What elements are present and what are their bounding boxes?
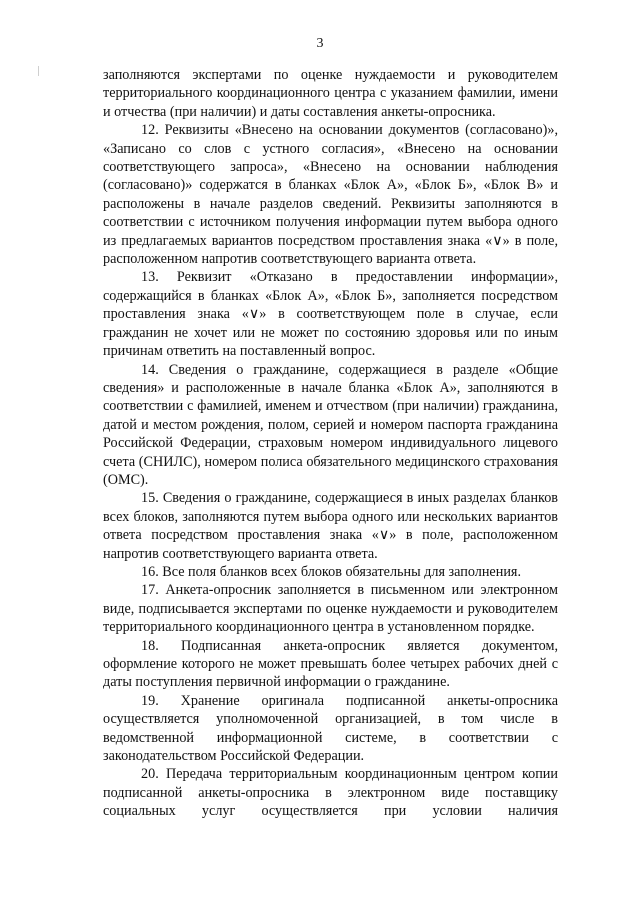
paragraph-20: 20. Передача территориальным координационным центром копии подписанной анкеты-опросника в электронном виде поставщику социальных услуг осуществляется при условии наличия [103, 766, 558, 820]
paragraph-18: 18. Подписанная анкета-опросник является документом, оформление которого не может превышать более четырех рабочих дней с даты поступления первичной информации о гражданине. [103, 637, 558, 691]
paragraph-continuation: заполняются экспертами по оценке нуждаемости и руководителем территориального координационного центра с указанием фамилии, имени и отчества (при наличии) и даты составления анкеты-опросника. [103, 67, 558, 120]
paragraph-19: 19. Хранение оригинала подписанной анкеты-опросника осуществляется уполномоченной организацией, в том числе в ведомственной информационной системе, в соответствии с законодательством Российской Федерации. [103, 692, 558, 765]
paragraph-16: 16. Все поля бланков всех блоков обязательны для заполнения. [141, 563, 521, 580]
paragraph-13: 13. Реквизит «Отказано в предоставлении информации», содержащийся в бланках «Блок А», «Блок Б», заполняется посредством проставления знака «∨» в соответствующем поле в случае, если гражданин не хочет или не может по состоянию здоровья или по иным причинам ответить на поставленный вопрос. [103, 269, 558, 360]
paragraph-17: 17. Анкета-опросник заполняется в письменном или электронном виде, подписывается экспертами по оценке нуждаемости и руководителем территориального координационного центра в установленном порядке. [103, 582, 558, 636]
document-body [103, 66, 558, 821]
page-number: 3 [316, 36, 324, 51]
paragraph-14: 14. Сведения о гражданине, содержащиеся в разделе «Общие сведения» и расположенные в начале бланка «Блок А», заполняются в соответствии с фамилией, именем и отчеством (при наличии) гражданина, датой и местом рождения, полом, серией и номером паспорта гражданина Российской Федерации, страховым номером индивидуального лицевого счета (СНИЛС), номером полиса обязательного медицинского страхования (ОМС). [103, 361, 558, 488]
scan-margin-mark [38, 66, 39, 76]
paragraph-15: 15. Сведения о гражданине, содержащиеся в иных разделах бланков всех блоков, заполняются путем выбора одного или нескольких вариантов ответа посредством проставления знака «∨» в поле, расположенном напротив соответствующего варианта ответа. [103, 490, 558, 562]
paragraph-12: 12. Реквизиты «Внесено на основании документов (согласовано)», «Записано со слов с устного согласия», «Внесено на основании соответствующего запроса», «Внесено на основании наблюдения (согласовано)» содержатся в бланках «Блок А», «Блок Б», «Блок В» и расположены в начале разделов сведений. Реквизиты заполняются в соответствии с источником получения информации путем выбора одного из предлагаемых вариантов посредством проставления знака «∨» в поле, расположенном напротив соответствующего варианта ответа. [103, 122, 558, 268]
